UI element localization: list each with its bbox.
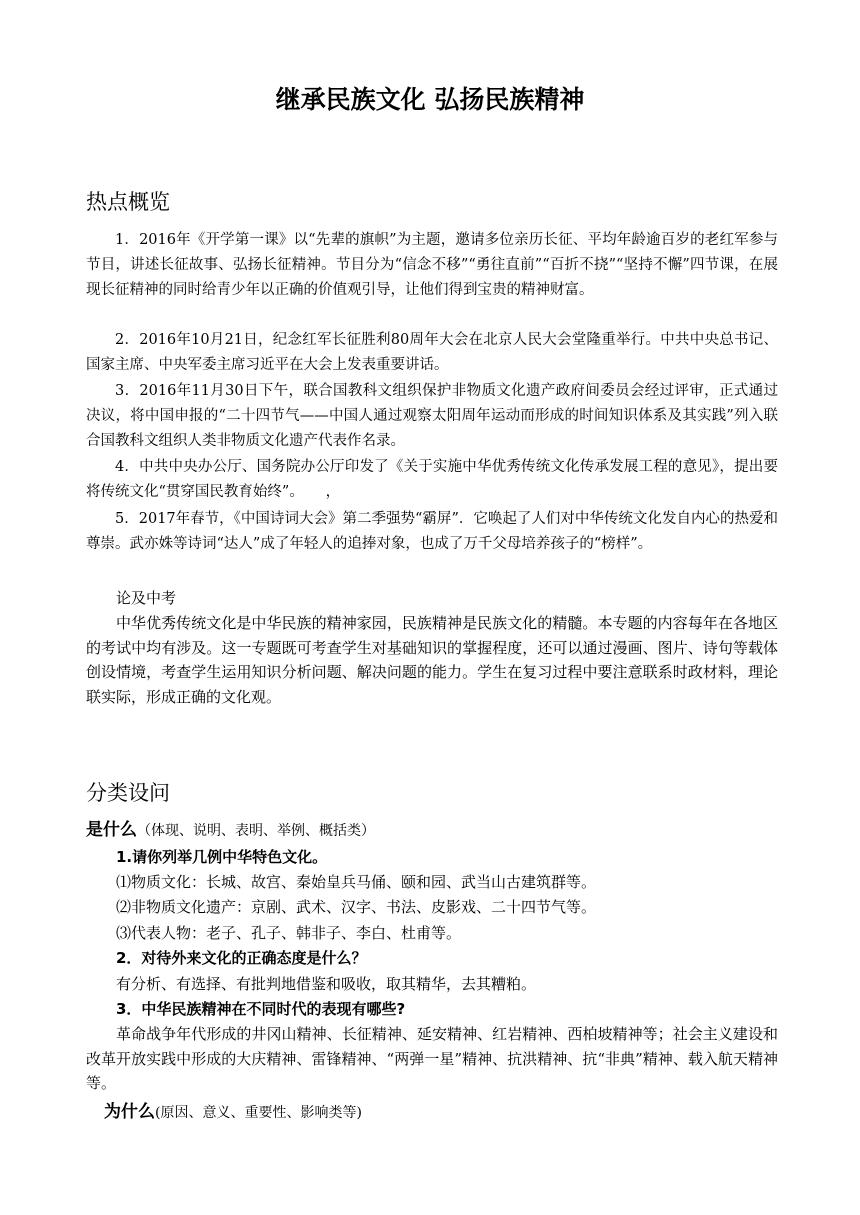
what-label: 是什么 [86, 820, 137, 840]
document-title: 继承民族文化 弘扬民族精神 [275, 85, 585, 114]
answer-1-material: ⑴物质文化：长城、故宫、秦始皇兵马俑、颐和园、武当山古建筑群等。 [116, 873, 597, 891]
answer-1-intangible: ⑵非物质文化遗产：京剧、武术、汉字、书法、皮影戏、二十四节气等。 [116, 898, 597, 916]
exam-label: 论及中考 [116, 589, 177, 607]
why-heading [104, 1100, 362, 1125]
hotspot-item-3: 3．2016年11月30日下午，联合国教科文组织保护非物质文化遗产政府间委员会经过评审，正式通过决议，将中国申报的“二十四节气——中国人通过观察太阳周年运动而形成的时间知识体系及其实践”列入联合国教科文组织人类非物质文化遗产代表作名录。 [86, 383, 778, 449]
section-heading-classify: 分类设问 [86, 781, 170, 805]
section-heading-hotspot: 热点概览 [86, 190, 170, 214]
question-3: 3．中华民族精神在不同时代的表现有哪些? [116, 1000, 406, 1018]
hotspot-item-1: 1．2016年《开学第一课》以“先辈的旗帜”为主题，邀请多位亲历长征、平均年龄逾百岁的老红军参与节目，讲述长征故事、弘扬长征精神。节目分为“信念不移”“勇往直前”“百折不挠”“坚持不懈”四节课，在展现长征精神的同时给青少年以正确的价值观引导，让他们得到宝贵的精神财富。 [86, 232, 778, 298]
hotspot-item-5: 5．2017年春节，《中国诗词大会》第二季强势“霸屏”．它唤起了人们对中华传统文化发自内心的热爱和尊崇。武亦姝等诗词“达人”成了年轻人的追捧对象，也成了万千父母培养孩子的“榜样”。 [86, 511, 778, 552]
exam-paragraph: 中华优秀传统文化是中华民族的精神家园，民族精神是民族文化的精髓。本专题的内容每年在各地区的考试中均有涉及。这一专题既可考查学生对基础知识的掌握程度，还可以通过漫画、图片、诗句等载体创设情境，考查学生运用知识分析问题、解决问题的能力。学生在复习过程中要注意联系时政材料，理论联实际，形成正确的文化观。 [86, 614, 778, 706]
question-2: 2．对待外来文化的正确态度是什么？ [116, 949, 367, 967]
question-1: 1.请你列举几例中华特色文化。 [116, 848, 328, 866]
hotspot-item-2: 2．2016年10月21日，纪念红军长征胜利80周年大会在北京人民大会堂隆重举行。中共中央总书记、国家主席、中央军委主席习近平在大会上发表重要讲话。 [86, 332, 778, 373]
why-subtitle: (原因、意义、重要性、影响类等) [155, 1105, 362, 1121]
answer-2: 有分析、有选择、有批判地借鉴和吸收，取其精华，去其糟粕。 [116, 975, 537, 993]
what-heading [86, 818, 375, 843]
hotspot-item-4: 4．中共中央办公厅、国务院办公厅印发了《关于实施中华优秀传统文化传承发展工程的意见》，提出要将传统文化“贯穿国民教育始终”。 ， [86, 459, 778, 500]
why-label: 为什么 [104, 1102, 155, 1122]
what-subtitle: （体现、说明、表明、举例、概括类） [137, 823, 375, 839]
answer-1-figures: ⑶代表人物：老子、孔子、韩非子、李白、杜甫等。 [116, 924, 462, 942]
answer-3: 革命战争年代形成的井冈山精神、长征精神、延安精神、红岩精神、西柏坡精神等；社会主义建设和改革开放实践中形成的大庆精神、雷锋精神、“两弹一星”精神、抗洪精神、抗“非典”精神、载入航天精神等。 [86, 1025, 778, 1092]
